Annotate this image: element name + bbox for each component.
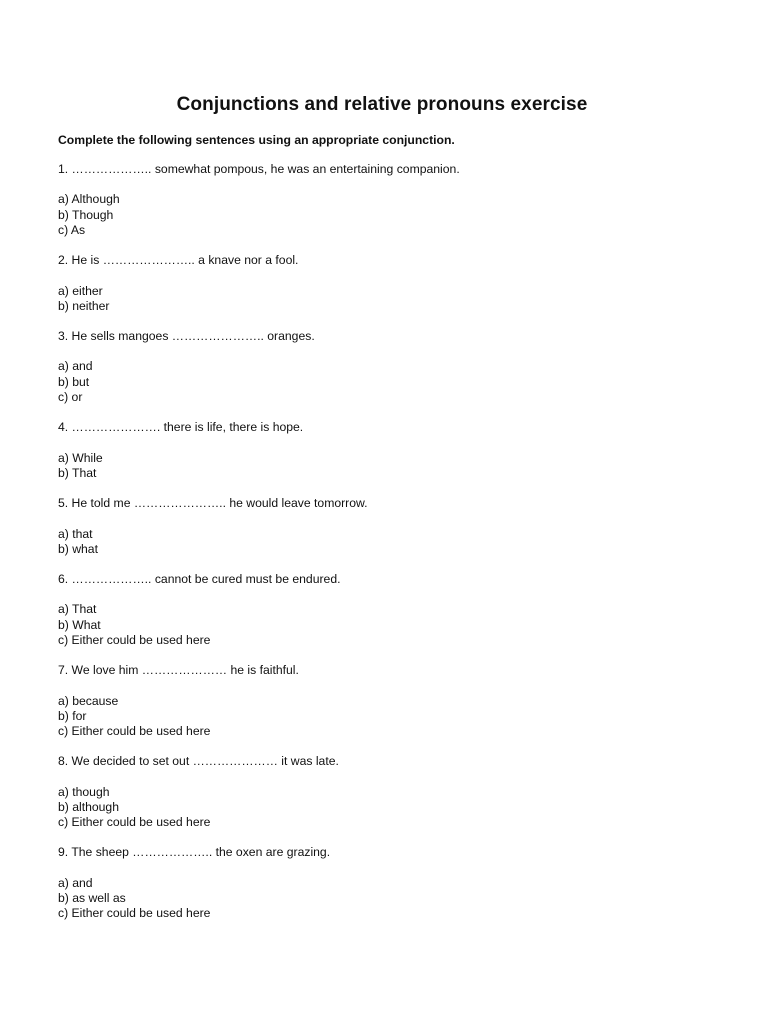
question-6 xyxy=(58,572,738,648)
option-a: a) While xyxy=(58,450,103,465)
option-a: a) That xyxy=(58,602,97,617)
option-a: a) and xyxy=(58,359,93,374)
option-b: b) What xyxy=(58,617,101,632)
question-stem: 9. The sheep ……………….. the oxen are grazing. xyxy=(58,845,331,860)
question-stem: 7. We love him ………………… he is faithful. xyxy=(58,663,299,678)
option-list xyxy=(58,527,738,557)
option-a: a) though xyxy=(58,784,110,799)
question-stem: 4. …………………. there is life, there is hope. xyxy=(58,420,304,435)
option-a: a) because xyxy=(58,693,119,708)
question-stem: 1. ……………….. somewhat pompous, he was an entertaining companion. xyxy=(58,162,460,176)
option-b: b) for xyxy=(58,708,87,723)
option-list xyxy=(58,602,738,648)
option-list xyxy=(58,359,738,405)
option-c: c) Either could be used here xyxy=(58,632,211,647)
option-list xyxy=(58,284,738,314)
option-c: c) Either could be used here xyxy=(58,815,211,830)
question-9 xyxy=(58,845,738,921)
option-list xyxy=(58,876,738,922)
option-a: a) that xyxy=(58,526,93,541)
question-stem: 3. He sells mangoes ………………….. oranges. xyxy=(58,329,315,344)
option-list xyxy=(58,451,738,481)
option-b: b) Though xyxy=(58,207,114,222)
option-b: b) although xyxy=(58,799,119,814)
option-a: a) Although xyxy=(58,192,120,207)
option-b: b) as well as xyxy=(58,891,126,905)
option-c: c) As xyxy=(58,222,86,237)
question-8 xyxy=(58,754,738,830)
option-b: b) but xyxy=(58,374,90,389)
question-stem: 6. ……………….. cannot be cured must be endured. xyxy=(58,572,341,587)
question-stem: 8. We decided to set out ………………… it was late. xyxy=(58,754,339,769)
option-a: a) and xyxy=(58,875,93,890)
option-list xyxy=(58,192,738,238)
option-list xyxy=(58,694,738,740)
question-3 xyxy=(58,329,738,405)
question-2 xyxy=(58,253,738,314)
option-c: c) Either could be used here xyxy=(58,906,211,921)
question-list xyxy=(58,162,738,937)
option-b: b) That xyxy=(58,465,97,480)
question-1 xyxy=(58,162,738,238)
instruction-text: Complete the following sentences using an appropriate conjunction. xyxy=(58,133,455,147)
question-stem: 2. He is ………………….. a knave nor a fool. xyxy=(58,253,299,268)
option-b: b) what xyxy=(58,541,98,556)
question-5 xyxy=(58,496,738,557)
option-list xyxy=(58,785,738,831)
question-7 xyxy=(58,663,738,739)
option-c: c) or xyxy=(58,389,83,404)
option-a: a) either xyxy=(58,283,103,298)
page-title: Conjunctions and relative pronouns exercise xyxy=(176,94,588,115)
question-stem: 5. He told me ………………….. he would leave tomorrow. xyxy=(58,496,368,511)
question-4 xyxy=(58,420,738,481)
option-b: b) neither xyxy=(58,298,110,313)
option-c: c) Either could be used here xyxy=(58,723,211,738)
